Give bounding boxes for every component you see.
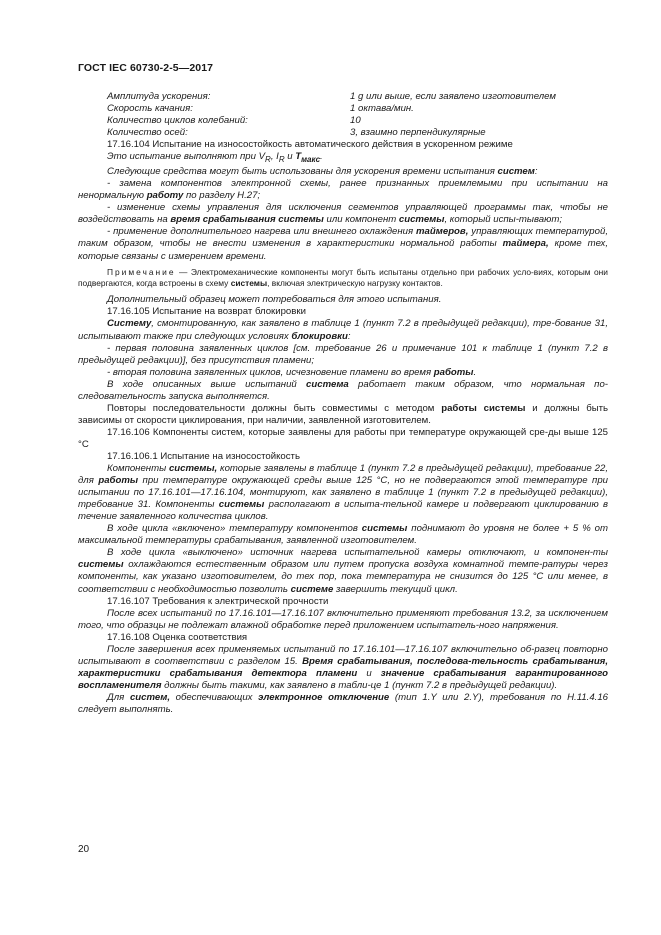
term: системы — [361, 523, 408, 535]
text: и — [284, 151, 296, 163]
param-row — [78, 91, 608, 103]
text: Это испытание выполняют при V — [107, 151, 266, 163]
term: электронное отключение — [258, 691, 390, 703]
param-key: Количество циклов колебаний: — [107, 115, 248, 127]
list-item — [78, 226, 608, 262]
section-heading: 17.16.105 Испытание на возврат блокировки — [107, 306, 306, 318]
text: , который испы-тывают; — [444, 214, 562, 226]
term: систем — [497, 166, 535, 178]
list-item — [78, 202, 608, 226]
text: поднимают до уровня не более + 5 % от максимальной температуры срабатывания, заявленной изготовителем. — [78, 523, 608, 547]
document-body — [78, 91, 608, 716]
param-value: 3, взаимно перпендикулярные — [350, 127, 486, 139]
text: - применение дополнительного нагрева или внешнего охлаждения — [107, 226, 417, 238]
text: Следующие средства могут быть использованы для ускорения времени испытания — [107, 166, 498, 178]
term: таймера, — [502, 238, 549, 250]
term: системы — [218, 499, 265, 511]
document-header: ГОСТ IEC 60730-2-5—2017 — [78, 62, 214, 74]
text: В ходе цикла «включено» температуру компонентов — [107, 523, 362, 535]
term: работу — [146, 190, 184, 202]
text: В ходе описанных выше испытаний — [107, 378, 307, 390]
text: - замена компонентов электронной схемы, ранее признанных приемлемыми при испытании на ненормальную — [78, 178, 608, 202]
paragraph — [78, 692, 608, 716]
text: , смонтированную, как заявлено в таблице 1 (пункт 7.2 в предыдущей редакции), тре-бование 31, испытывают также при следующих условиях — [78, 318, 608, 342]
param-value: 10 — [350, 115, 361, 127]
text: В ходе цикла «выключено» источник нагрева испытательной камеры отключают, и компонен-ты — [107, 547, 608, 559]
text: — Электромеханические компоненты могут быть испытаны отдельно при рабочих усло-виях, которым они подвергаются, когда встроены в схему — [78, 266, 608, 288]
term: таймеров, — [416, 226, 469, 238]
term: системе — [290, 583, 334, 595]
section-heading: 17.16.107 Требования к электрической прочности — [107, 595, 329, 607]
symbol-subscript: макс — [301, 155, 321, 165]
term: работы системы — [441, 402, 526, 414]
subscript — [301, 155, 320, 164]
list-item — [78, 367, 608, 379]
section-heading: 17.16.104 Испытание на износостойкость автоматического действия в ускоренном режиме — [107, 139, 513, 151]
text: или компонент — [323, 214, 399, 226]
paragraph: После всех испытаний по 17.16.101—17.16.107 включительно применяют требования 13.2, за исключением того, что образцы не подлежат влажной обработке перед приложением испытатель-ного напряжения. — [78, 607, 608, 631]
section-heading: 17.16.108 Оценка соответствия — [107, 631, 248, 643]
param-row — [78, 115, 608, 127]
param-key: Количество осей: — [107, 127, 188, 139]
text: - вторая половина заявленных циклов, исчезновение пламени во время — [107, 366, 434, 378]
paragraph — [78, 547, 608, 595]
text: располагают в испыта-тельной камере и подвергают циклированию в течение заявленного количества циклов. — [78, 499, 608, 523]
text: кроме тех, которые связаны с измерением времени. — [78, 238, 608, 262]
term: время срабатывания системы — [170, 214, 324, 226]
text: : — [347, 330, 351, 342]
text: обеспечивающих — [170, 691, 259, 703]
list-item: - первая половина заявленных циклов [см. требование 26 и примечание 101 к таблице 1 (пункт 7.2 в предыдущей редакции)], без присутствия пламени; — [78, 342, 608, 366]
paragraph — [78, 318, 608, 342]
note-label: Примечание — [107, 266, 176, 277]
paragraph — [78, 166, 608, 178]
param-value: 1 октава/мин. — [350, 103, 414, 115]
symbol: T — [295, 151, 302, 163]
section-heading: 17.16.106 Компоненты систем, которые заявлены для работы при температуре окружающей сре-ды выше 125 °С — [78, 426, 608, 450]
text: и — [357, 667, 381, 679]
page-number: 20 — [78, 844, 90, 855]
param-key: Амплитуда ускорения: — [107, 91, 211, 102]
text: , включая электрическую нагрузку контактов. — [267, 277, 443, 288]
list-item — [78, 178, 608, 202]
text: : — [534, 166, 538, 178]
text: при температуре окружающей среды выше 125 °С, но не подвергаются этой температуре при испытании по 17.16.101—17.16.104, монтируют, как заявлено в таблице 1 (пункт 7.2 в предыдущей редакции), требование 31. Компоненты — [78, 475, 608, 511]
term: система — [306, 378, 349, 390]
term: Время срабатывания, последова-тельность срабатывания, характеристики срабатывания детектора пламени — [78, 655, 608, 679]
term: работы — [433, 366, 474, 378]
text: Повторы последовательности должны быть совместимы с методом — [107, 402, 442, 414]
text: (тип 1.Y или 2.Y), требования по Н.11.4.16 следует выполнять. — [78, 691, 608, 715]
paragraph — [78, 644, 608, 692]
text: управляющих температурой, таким образом, чтобы не внести изменения в характеристики нормальной работы — [78, 226, 608, 250]
text: - изменение схемы управления для исключения сегментов управляющей программы так, чтобы не воздействовать на — [78, 202, 608, 226]
section-heading: 17.16.106.1 Испытание на износостойкость — [107, 450, 300, 462]
param-row — [78, 127, 608, 139]
text: Для — [107, 691, 130, 703]
text: охлаждаются естественным образом или путем пропуска воздуха комнатной темпе-ратуры через компоненты, как указано изготовителем, до тех пор, пока температура не снизится до 125 °С или менее, в соответствии с необходимостью позволить — [78, 559, 608, 595]
subscript: R — [278, 155, 285, 165]
text: завершить текущий цикл. — [333, 583, 458, 595]
text: После завершения всех применяемых испытаний по 17.16.101—17.16.107 включительно об-разец повторно испытывают в соответствии с разделом 15. — [78, 643, 608, 667]
term: системы, — [168, 463, 218, 475]
text: по разделу Н.27; — [183, 190, 261, 202]
term: системы — [78, 559, 124, 571]
text: . — [473, 366, 477, 378]
text: Компоненты — [107, 463, 169, 475]
term: блокировки — [291, 330, 348, 342]
paragraph — [78, 463, 608, 523]
term: системы — [398, 214, 445, 226]
paragraph: Дополнительный образец может потребоваться для этого испытания. — [107, 294, 442, 306]
param-value: 1 g или выше, если заявлено изготовителем — [350, 91, 556, 102]
paragraph — [78, 523, 608, 547]
paragraph — [78, 403, 608, 427]
term: систем, — [129, 691, 171, 703]
note — [78, 267, 608, 290]
term: Систему — [107, 318, 152, 330]
param-row — [78, 103, 608, 115]
text: , I — [270, 151, 279, 163]
subscript: R — [265, 155, 271, 165]
text: и должны быть зависимы от скорости циклирования, при наличии, заявленной изготовителем. — [78, 402, 608, 426]
text: которые заявлены в таблице 1 (пункт 7.2 в предыдущей редакции), требование 22, для — [78, 463, 608, 487]
param-key: Скорость качания: — [107, 103, 193, 115]
text: должны быть такими, как заявлено в табли-це 1 (пункт 7.2 в предыдущей редакции). — [161, 679, 558, 691]
text: работает таким образом, что нормальная по-следовательность запуска выполняется. — [78, 378, 608, 402]
term: значение срабатывания гарантированного воспламенителя — [78, 667, 608, 691]
text: . — [320, 151, 323, 163]
term: системы — [230, 277, 268, 288]
paragraph — [78, 151, 608, 166]
term: работы — [98, 475, 139, 487]
paragraph — [78, 379, 608, 403]
